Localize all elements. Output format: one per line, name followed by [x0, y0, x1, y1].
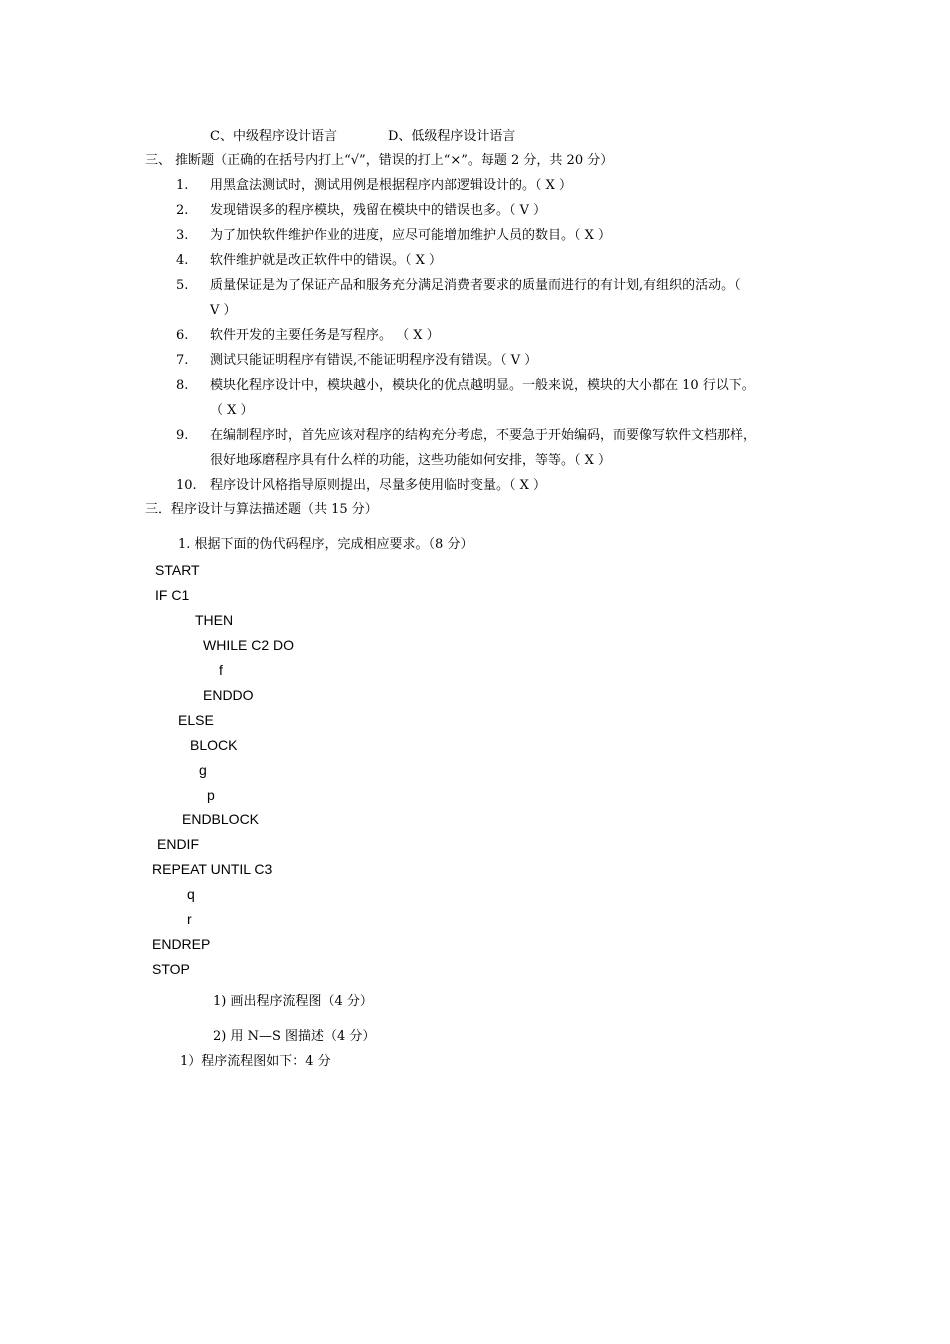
- item-text: 为了加快软件维护作业的进度，应尽可能增加维护人员的数目。（ X ）: [210, 228, 612, 243]
- item-number: 8.: [176, 378, 189, 393]
- code-line: STOP: [152, 961, 190, 977]
- code-line: REPEAT UNTIL C3: [152, 861, 273, 877]
- item-text-continuation: V ）: [210, 303, 237, 318]
- item-text-continuation: （ X ）: [210, 403, 254, 418]
- item-number: 1.: [176, 178, 189, 193]
- section-heading-programming: 三．程序设计与算法描述题（共 15 分）: [145, 502, 378, 517]
- code-line: THEN: [195, 612, 234, 628]
- code-line: BLOCK: [190, 737, 238, 753]
- code-line: WHILE C2 DO: [203, 637, 295, 653]
- code-line: ELSE: [178, 712, 214, 728]
- answer-flowchart: 1）程序流程图如下：4 分: [180, 1054, 331, 1069]
- item-text: 软件开发的主要任务是写程序。 （ X ）: [210, 328, 440, 343]
- item-number: 2.: [176, 203, 189, 218]
- item-text: 用黑盒法测试时，测试用例是根据程序内部逻辑设计的。（ X ）: [210, 178, 573, 193]
- code-line: IF C1: [155, 587, 190, 603]
- item-text: 发现错误多的程序模块，残留在模块中的错误也多。（ V ）: [210, 203, 547, 218]
- item-number: 9.: [176, 428, 189, 443]
- code-line: f: [219, 662, 223, 678]
- code-line: ENDBLOCK: [182, 811, 260, 827]
- item-number: 7.: [176, 353, 189, 368]
- item-number: 4.: [176, 253, 189, 268]
- section-heading-judgement: 三、 推断题（正确的在括号内打上“√”，错误的打上“×”。每题 2 分，共 20 分）: [145, 153, 614, 168]
- item-number: 6.: [176, 328, 189, 343]
- item-text: 在编制程序时，首先应该对程序的结构充分考虑，不要急于开始编码，而要像写软件文档那样，: [210, 428, 757, 443]
- item-text-continuation: 很好地琢磨程序具有什么样的功能，这些功能如何安排，等等。（ X ）: [210, 453, 612, 468]
- code-line: START: [155, 562, 200, 578]
- item-number: 5.: [176, 278, 189, 293]
- code-line: p: [207, 787, 215, 803]
- code-line: ENDDO: [203, 687, 254, 703]
- code-line: r: [187, 911, 192, 927]
- code-line: ENDREP: [152, 936, 211, 952]
- sub-question-2: 2) 用 N—S 图描述（4 分）: [213, 1029, 376, 1044]
- item-text: 程序设计风格指导原则提出，尽量多使用临时变量。（ X ）: [210, 478, 547, 493]
- item-number: 10.: [176, 478, 197, 493]
- item-text: 质量保证是为了保证产品和服务充分满足消费者要求的质量而进行的有计划,有组织的活动。（: [210, 278, 741, 293]
- option-c: C、中级程序设计语言: [210, 129, 337, 144]
- code-line: q: [187, 886, 195, 902]
- sub-question-1: 1) 画出程序流程图（4 分）: [213, 994, 373, 1009]
- item-text: 软件维护就是改正软件中的错误。（ X ）: [210, 253, 443, 268]
- code-line: ENDIF: [157, 836, 199, 852]
- question-1: 1. 根据下面的伪代码程序，完成相应要求。（8 分）: [178, 537, 474, 552]
- item-text: 测试只能证明程序有错误,不能证明程序没有错误。（ V ）: [210, 353, 538, 368]
- item-text: 模块化程序设计中，模块越小，模块化的优点越明显。一般来说，模块的大小都在 10 行以下。: [210, 378, 755, 393]
- item-number: 3.: [176, 228, 189, 243]
- code-line: g: [199, 762, 207, 778]
- option-d: D、低级程序设计语言: [388, 129, 516, 144]
